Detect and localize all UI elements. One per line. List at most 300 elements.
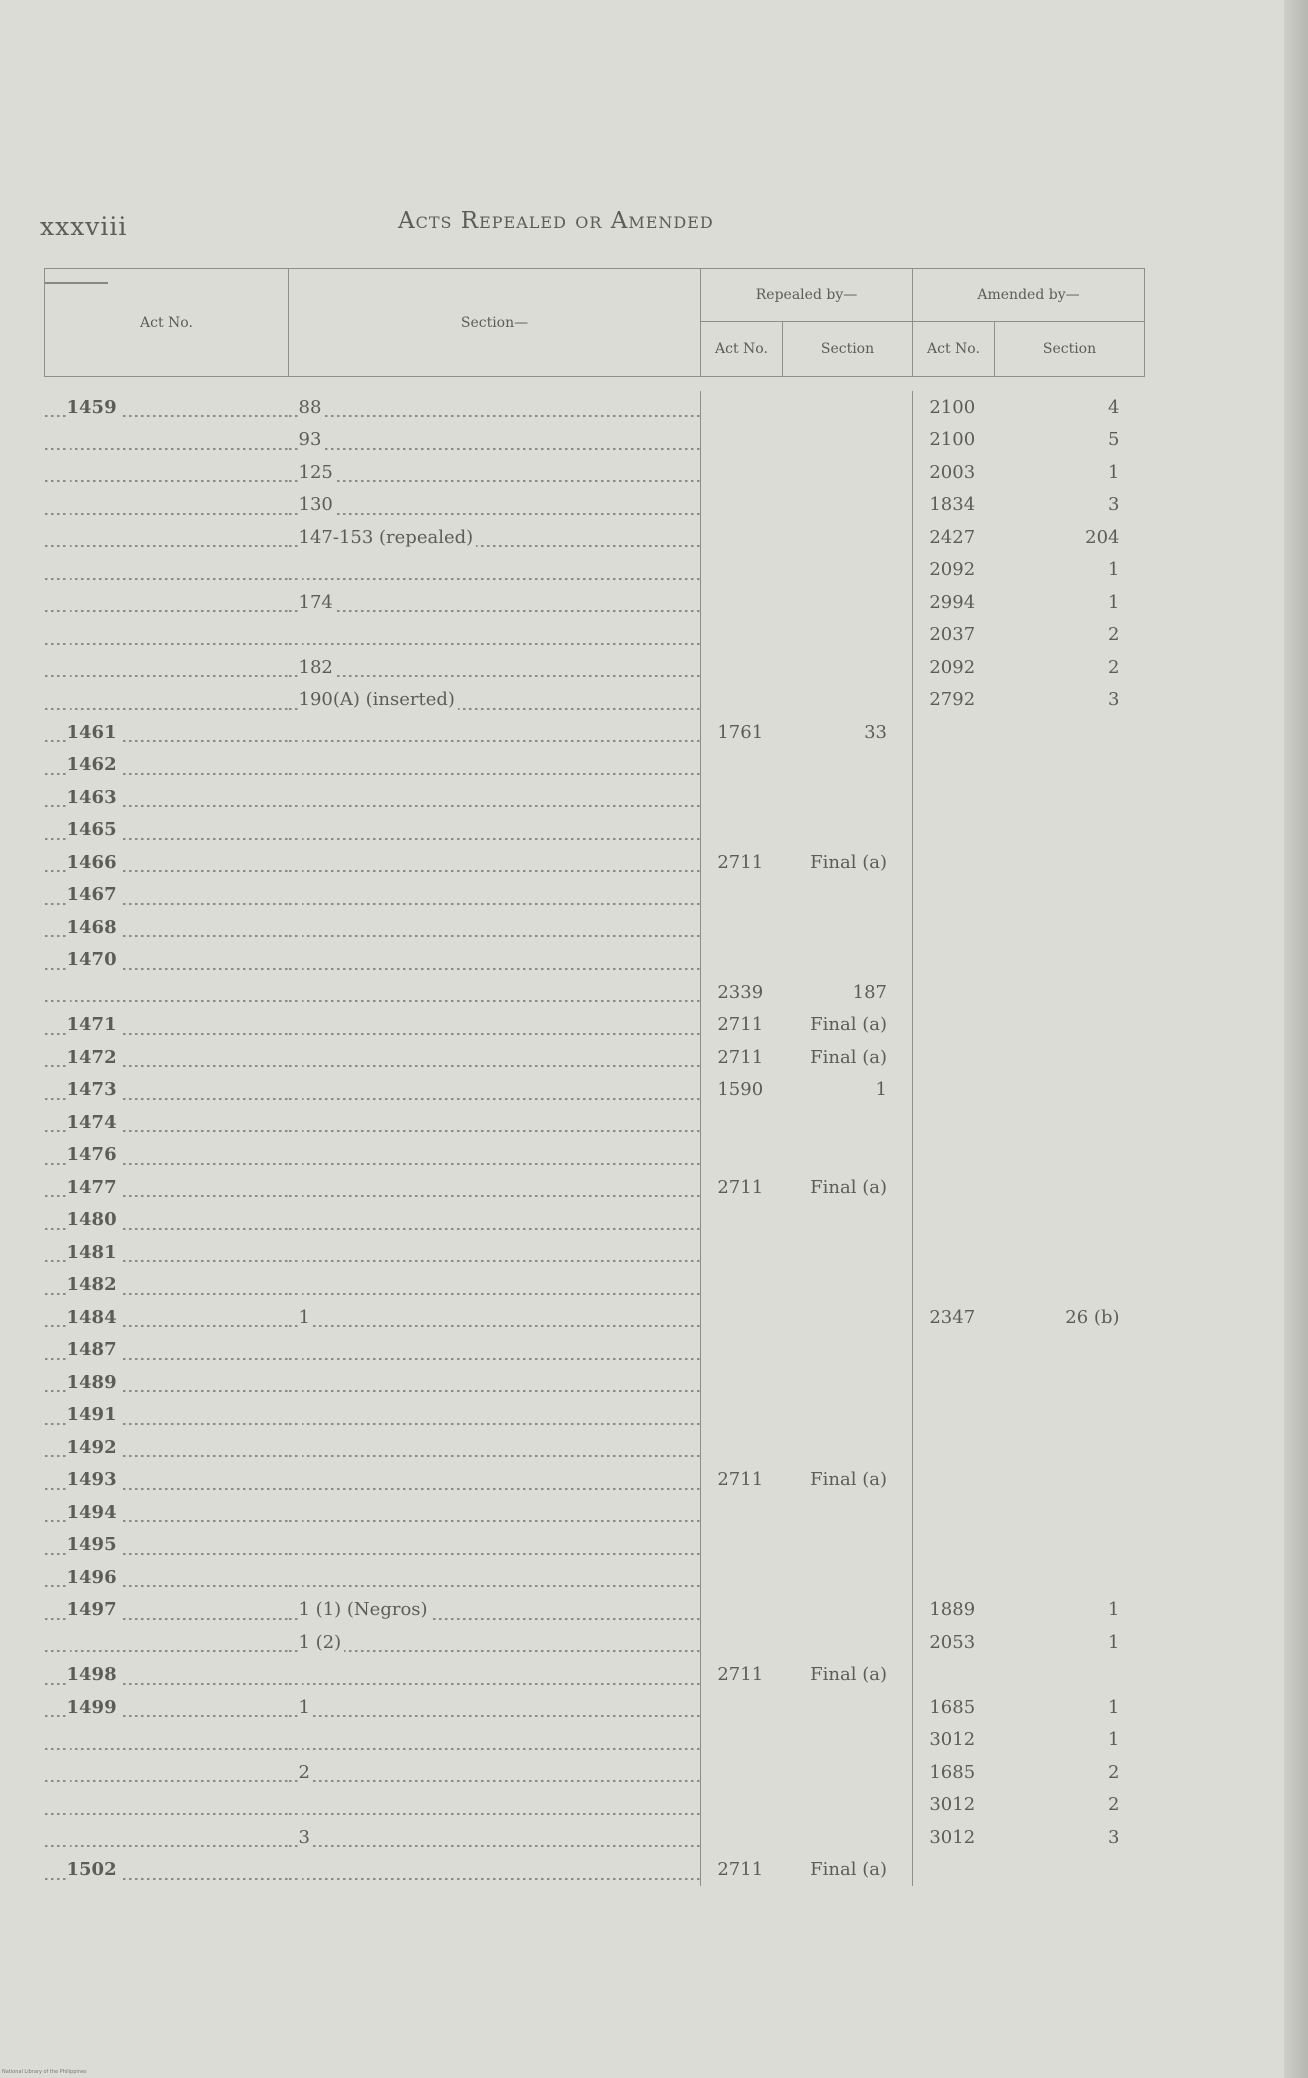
section-cell-text xyxy=(299,1502,302,1523)
act-number-cell-text: 1494 xyxy=(67,1502,120,1523)
section-cell xyxy=(289,1269,701,1302)
act-number-cell-text: 1496 xyxy=(67,1567,120,1588)
section-cell-text xyxy=(299,1534,302,1555)
amended-section-cell-text xyxy=(1120,1242,1123,1263)
table-row xyxy=(45,1334,1145,1367)
repealed-section-cell-text: Final (a) xyxy=(810,852,890,873)
amended-act-cell-text xyxy=(952,1339,955,1360)
section-cell xyxy=(289,391,701,424)
amended-act-cell-text xyxy=(952,819,955,840)
table-row xyxy=(45,684,1145,717)
page-header xyxy=(40,208,1140,248)
repealed-act-cell-text xyxy=(740,1209,743,1230)
amended-act-cell xyxy=(913,489,995,522)
repealed-act-cell xyxy=(701,586,783,619)
repealed-section-cell xyxy=(783,976,913,1009)
act-number-cell-text: 1465 xyxy=(67,819,120,840)
amended-act-cell xyxy=(913,586,995,619)
repealed-section-cell-text xyxy=(887,1729,890,1750)
repealed-section-cell xyxy=(783,424,913,457)
repealed-section-cell xyxy=(783,1204,913,1237)
section-cell xyxy=(289,814,701,847)
section-cell-text xyxy=(299,1437,302,1458)
table-row xyxy=(45,1594,1145,1627)
table-row xyxy=(45,554,1145,587)
amended-section-cell xyxy=(995,1561,1145,1594)
table-row xyxy=(45,1854,1145,1887)
amended-section-cell-text: 3 xyxy=(1108,1827,1122,1848)
table-row xyxy=(45,911,1145,944)
repealed-section-cell xyxy=(783,1691,913,1724)
act-number-cell-text xyxy=(67,1632,70,1653)
amended-section-cell xyxy=(995,391,1145,424)
section-cell xyxy=(289,1009,701,1042)
table-row xyxy=(45,1691,1145,1724)
amended-section-cell-text: 2 xyxy=(1108,1762,1122,1783)
repealed-act-cell xyxy=(701,976,783,1009)
act-number-cell xyxy=(45,424,289,457)
amended-section-cell xyxy=(995,489,1145,522)
section-cell-text xyxy=(299,787,302,808)
act-number-cell-text: 1476 xyxy=(67,1144,120,1165)
act-number-cell xyxy=(45,1561,289,1594)
section-cell-text: 1 xyxy=(299,1307,313,1328)
section-cell xyxy=(289,749,701,782)
repealed-section-cell xyxy=(783,944,913,977)
act-number-cell xyxy=(45,976,289,1009)
repealed-act-cell xyxy=(701,521,783,554)
section-cell-text xyxy=(299,1177,302,1198)
repealed-section-cell xyxy=(783,1529,913,1562)
amended-act-cell-text xyxy=(952,1469,955,1490)
act-number-cell-text: 1481 xyxy=(67,1242,120,1263)
table-row xyxy=(45,1789,1145,1822)
repealed-section-cell xyxy=(783,391,913,424)
amended-section-cell-text xyxy=(1120,1859,1123,1880)
repealed-section-cell-text: 187 xyxy=(853,982,890,1003)
amended-act-cell-text: 2092 xyxy=(929,657,978,678)
repealed-act-cell xyxy=(701,781,783,814)
act-number-cell xyxy=(45,1854,289,1887)
table-row xyxy=(45,944,1145,977)
act-number-cell xyxy=(45,1821,289,1854)
repealed-section-cell-text xyxy=(887,494,890,515)
amended-section-cell-text: 4 xyxy=(1108,397,1122,418)
amended-section-cell-text xyxy=(1120,1144,1123,1165)
section-cell-text xyxy=(299,559,302,580)
repealed-section-cell xyxy=(783,749,913,782)
table-row xyxy=(45,586,1145,619)
amended-section-cell-text: 1 xyxy=(1108,1729,1122,1750)
table-row xyxy=(45,1301,1145,1334)
repealed-act-cell xyxy=(701,814,783,847)
act-number-cell-text: 1466 xyxy=(67,852,120,873)
section-cell xyxy=(289,1854,701,1887)
amended-section-cell-text: 26 (b) xyxy=(1065,1307,1122,1328)
section-cell xyxy=(289,586,701,619)
repealed-act-cell xyxy=(701,944,783,977)
section-cell-text xyxy=(299,722,302,743)
amended-section-cell xyxy=(995,1626,1145,1659)
amended-act-cell xyxy=(913,716,995,749)
act-number-cell xyxy=(45,781,289,814)
amended-act-cell xyxy=(913,1139,995,1172)
section-cell xyxy=(289,846,701,879)
repealed-act-cell xyxy=(701,846,783,879)
act-number-cell-text: 1474 xyxy=(67,1112,120,1133)
amended-section-cell xyxy=(995,1041,1145,1074)
amended-section-cell-text xyxy=(1120,1534,1123,1555)
section-cell-text: 3 xyxy=(299,1827,313,1848)
amended-act-cell xyxy=(913,1854,995,1887)
repealed-act-cell xyxy=(701,1301,783,1334)
repealed-section-cell xyxy=(783,1626,913,1659)
table-row xyxy=(45,1106,1145,1139)
act-number-cell-text: 1477 xyxy=(67,1177,120,1198)
amended-section-cell-text xyxy=(1120,1437,1123,1458)
repealed-act-cell xyxy=(701,1464,783,1497)
amended-act-cell-text xyxy=(952,1664,955,1685)
amended-section-cell-text xyxy=(1120,722,1123,743)
repealed-act-cell xyxy=(701,424,783,457)
amended-act-cell xyxy=(913,1366,995,1399)
act-number-cell xyxy=(45,456,289,489)
repealed-section-cell xyxy=(783,1301,913,1334)
repealed-act-cell xyxy=(701,716,783,749)
repealed-act-cell xyxy=(701,1269,783,1302)
amended-section-cell xyxy=(995,944,1145,977)
section-cell-text xyxy=(299,754,302,775)
act-number-cell xyxy=(45,944,289,977)
page-title: Acts Repealed or Amended xyxy=(398,208,714,234)
repealed-act-cell-text xyxy=(740,624,743,645)
amended-section-cell xyxy=(995,846,1145,879)
act-number-cell-text: 1491 xyxy=(67,1404,120,1425)
repealed-section-cell xyxy=(783,456,913,489)
section-cell-text xyxy=(299,1209,302,1230)
table-row xyxy=(45,781,1145,814)
amended-section-cell-text: 2 xyxy=(1108,624,1122,645)
act-number-cell-text xyxy=(67,429,70,450)
amended-act-cell-text: 2092 xyxy=(929,559,978,580)
repealed-act-cell xyxy=(701,651,783,684)
amended-act-cell-text xyxy=(952,884,955,905)
amended-section-cell xyxy=(995,1691,1145,1724)
header-act-no: Act No. xyxy=(45,269,289,377)
amended-section-cell xyxy=(995,781,1145,814)
repealed-section-cell-text xyxy=(887,1762,890,1783)
repealed-section-cell-text xyxy=(887,1372,890,1393)
act-number-cell-text: 1472 xyxy=(67,1047,120,1068)
header-amended-act-no: Act No. xyxy=(913,322,995,377)
section-cell-text xyxy=(299,1729,302,1750)
section-cell xyxy=(289,489,701,522)
section-cell xyxy=(289,1659,701,1692)
repealed-section-cell-text xyxy=(887,1827,890,1848)
amended-act-cell-text xyxy=(952,1859,955,1880)
repealed-section-cell xyxy=(783,814,913,847)
section-cell xyxy=(289,911,701,944)
amended-section-cell xyxy=(995,1464,1145,1497)
repealed-section-cell-text: Final (a) xyxy=(810,1469,890,1490)
act-number-cell-text xyxy=(67,1794,70,1815)
amended-section-cell-text xyxy=(1120,819,1123,840)
repealed-section-cell xyxy=(783,651,913,684)
header-amended-by: Amended by— xyxy=(913,269,1145,322)
amended-act-cell xyxy=(913,1626,995,1659)
page-edge-shadow xyxy=(1284,0,1308,2078)
section-cell xyxy=(289,521,701,554)
amended-act-cell xyxy=(913,1269,995,1302)
section-cell-text xyxy=(299,1372,302,1393)
amended-section-cell-text xyxy=(1120,1567,1123,1588)
repealed-section-cell-text xyxy=(887,949,890,970)
act-number-cell xyxy=(45,1236,289,1269)
amended-act-cell-text xyxy=(952,754,955,775)
amended-act-cell xyxy=(913,846,995,879)
repealed-act-cell xyxy=(701,554,783,587)
repealed-section-cell xyxy=(783,1464,913,1497)
table-row xyxy=(45,1496,1145,1529)
repealed-act-cell-text xyxy=(740,527,743,548)
repealed-act-cell-text: 2711 xyxy=(717,1469,766,1490)
repealed-section-cell xyxy=(783,1659,913,1692)
amended-section-cell-text xyxy=(1120,1079,1123,1100)
amended-act-cell xyxy=(913,1301,995,1334)
repealed-section-cell-text xyxy=(887,917,890,938)
amended-section-cell xyxy=(995,1074,1145,1107)
amended-section-cell xyxy=(995,911,1145,944)
amended-section-cell-text: 5 xyxy=(1108,429,1122,450)
section-cell-text xyxy=(299,1144,302,1165)
table-row xyxy=(45,619,1145,652)
repealed-act-cell xyxy=(701,1366,783,1399)
amended-act-cell-text xyxy=(952,1502,955,1523)
act-number-cell xyxy=(45,1269,289,1302)
amended-act-cell-text xyxy=(952,1242,955,1263)
amended-act-cell xyxy=(913,554,995,587)
amended-section-cell xyxy=(995,651,1145,684)
table-header xyxy=(45,269,1145,377)
table-row xyxy=(45,1626,1145,1659)
section-cell-text: 93 xyxy=(299,429,325,450)
amended-section-cell xyxy=(995,1431,1145,1464)
repealed-section-cell-text: Final (a) xyxy=(810,1664,890,1685)
amended-act-cell xyxy=(913,424,995,457)
repealed-act-cell xyxy=(701,1789,783,1822)
table-row xyxy=(45,976,1145,1009)
repealed-act-cell-text: 2711 xyxy=(717,1859,766,1880)
amended-act-cell xyxy=(913,749,995,782)
table-row xyxy=(45,1724,1145,1757)
repealed-section-cell-text: Final (a) xyxy=(810,1859,890,1880)
amended-act-cell xyxy=(913,1789,995,1822)
section-cell-text xyxy=(299,949,302,970)
act-number-cell-text xyxy=(67,494,70,515)
repealed-section-cell-text xyxy=(887,1404,890,1425)
amended-section-cell-text xyxy=(1120,1664,1123,1685)
repealed-act-cell-text: 1761 xyxy=(717,722,766,743)
amended-act-cell xyxy=(913,944,995,977)
amended-section-cell xyxy=(995,1139,1145,1172)
amended-section-cell xyxy=(995,749,1145,782)
repealed-section-cell-text xyxy=(887,819,890,840)
repealed-act-cell xyxy=(701,1821,783,1854)
act-number-cell xyxy=(45,1074,289,1107)
act-number-cell-text: 1468 xyxy=(67,917,120,938)
act-number-cell xyxy=(45,391,289,424)
act-number-cell xyxy=(45,1301,289,1334)
section-cell xyxy=(289,456,701,489)
act-number-cell xyxy=(45,1366,289,1399)
repealed-act-cell-text: 2711 xyxy=(717,1664,766,1685)
amended-act-cell xyxy=(913,1659,995,1692)
amended-section-cell xyxy=(995,619,1145,652)
amended-act-cell-text xyxy=(952,1372,955,1393)
act-number-cell xyxy=(45,1691,289,1724)
amended-act-cell xyxy=(913,684,995,717)
section-cell xyxy=(289,619,701,652)
amended-section-cell xyxy=(995,684,1145,717)
section-cell xyxy=(289,1399,701,1432)
repealed-act-cell-text xyxy=(740,1599,743,1620)
amended-section-cell-text xyxy=(1120,1372,1123,1393)
act-number-cell xyxy=(45,1009,289,1042)
repealed-section-cell-text xyxy=(887,397,890,418)
amended-section-cell-text: 1 xyxy=(1108,1697,1122,1718)
section-cell-text: 182 xyxy=(299,657,336,678)
act-number-cell-text xyxy=(67,657,70,678)
amended-act-cell xyxy=(913,911,995,944)
repealed-section-cell-text xyxy=(887,754,890,775)
amended-act-cell-text xyxy=(952,982,955,1003)
repealed-section-cell xyxy=(783,1009,913,1042)
repealed-act-cell-text xyxy=(740,1307,743,1328)
repealed-act-cell-text xyxy=(740,917,743,938)
amended-section-cell xyxy=(995,1399,1145,1432)
section-cell xyxy=(289,1431,701,1464)
repealed-act-cell-text: 2711 xyxy=(717,1014,766,1035)
act-number-cell xyxy=(45,1204,289,1237)
section-cell xyxy=(289,716,701,749)
act-number-cell xyxy=(45,1659,289,1692)
repealed-section-cell-text xyxy=(887,1567,890,1588)
section-cell-text xyxy=(299,1469,302,1490)
repealed-section-cell-text xyxy=(887,1437,890,1458)
act-number-cell-text: 1480 xyxy=(67,1209,120,1230)
act-number-cell xyxy=(45,1399,289,1432)
act-number-cell-text xyxy=(67,462,70,483)
section-cell-text xyxy=(299,1242,302,1263)
repealed-act-cell xyxy=(701,1529,783,1562)
repealed-act-cell-text xyxy=(740,1632,743,1653)
amended-section-cell xyxy=(995,1106,1145,1139)
amended-section-cell-text: 1 xyxy=(1108,1632,1122,1653)
repealed-act-cell-text xyxy=(740,1762,743,1783)
section-cell xyxy=(289,651,701,684)
amended-act-cell-text: 1834 xyxy=(929,494,978,515)
amended-act-cell xyxy=(913,1756,995,1789)
amended-act-cell xyxy=(913,391,995,424)
amended-section-cell xyxy=(995,1659,1145,1692)
amended-section-cell-text: 1 xyxy=(1108,1599,1122,1620)
act-number-cell xyxy=(45,1334,289,1367)
repealed-act-cell xyxy=(701,1334,783,1367)
amended-section-cell-text xyxy=(1120,1177,1123,1198)
amended-act-cell xyxy=(913,1106,995,1139)
act-number-cell xyxy=(45,554,289,587)
repealed-section-cell xyxy=(783,1334,913,1367)
repealed-section-cell xyxy=(783,1756,913,1789)
repealed-act-cell-text: 2339 xyxy=(717,982,766,1003)
table-row xyxy=(45,1529,1145,1562)
section-cell xyxy=(289,1334,701,1367)
amended-act-cell xyxy=(913,1821,995,1854)
repealed-section-cell-text xyxy=(887,1112,890,1133)
repealed-act-cell-text xyxy=(740,689,743,710)
act-number-cell-text: 1482 xyxy=(67,1274,120,1295)
table-row xyxy=(45,1821,1145,1854)
amended-act-cell-text: 1889 xyxy=(929,1599,978,1620)
table-row xyxy=(45,1431,1145,1464)
amended-section-cell xyxy=(995,1756,1145,1789)
repealed-section-cell-text xyxy=(887,1632,890,1653)
section-cell xyxy=(289,1074,701,1107)
act-number-cell xyxy=(45,1041,289,1074)
amended-section-cell xyxy=(995,1821,1145,1854)
repealed-section-cell xyxy=(783,1789,913,1822)
repealed-act-cell-text xyxy=(740,1827,743,1848)
table-row xyxy=(45,1171,1145,1204)
repealed-section-cell-text xyxy=(887,787,890,808)
repealed-act-cell-text xyxy=(740,592,743,613)
repealed-act-cell-text xyxy=(740,494,743,515)
amended-act-cell-text: 2994 xyxy=(929,592,978,613)
repealed-act-cell-text xyxy=(740,1697,743,1718)
act-number-cell-text xyxy=(67,592,70,613)
amended-section-cell-text xyxy=(1120,1502,1123,1523)
section-cell-text xyxy=(299,1079,302,1100)
act-number-cell xyxy=(45,1171,289,1204)
act-number-cell xyxy=(45,1529,289,1562)
section-cell xyxy=(289,1171,701,1204)
amended-act-cell-text: 3012 xyxy=(929,1794,978,1815)
amended-section-cell xyxy=(995,879,1145,912)
amended-act-cell xyxy=(913,781,995,814)
repealed-act-cell xyxy=(701,1691,783,1724)
repealed-section-cell xyxy=(783,1269,913,1302)
repealed-act-cell-text xyxy=(740,1502,743,1523)
header-repealed-section: Section xyxy=(783,322,913,377)
repealed-act-cell-text: 2711 xyxy=(717,1047,766,1068)
repealed-act-cell xyxy=(701,1431,783,1464)
repealed-section-cell-text xyxy=(887,1209,890,1230)
section-cell-text xyxy=(299,1047,302,1068)
repealed-act-cell xyxy=(701,391,783,424)
repealed-act-cell-text xyxy=(740,1372,743,1393)
act-number-cell xyxy=(45,814,289,847)
act-number-cell xyxy=(45,1626,289,1659)
act-number-cell-text: 1499 xyxy=(67,1697,120,1718)
section-cell xyxy=(289,1691,701,1724)
section-cell-text xyxy=(299,1112,302,1133)
repealed-act-cell-text xyxy=(740,1274,743,1295)
repealed-act-cell xyxy=(701,1659,783,1692)
section-cell xyxy=(289,1236,701,1269)
repealed-act-cell-text xyxy=(740,397,743,418)
amended-section-cell xyxy=(995,1301,1145,1334)
act-number-cell-text: 1497 xyxy=(67,1599,120,1620)
